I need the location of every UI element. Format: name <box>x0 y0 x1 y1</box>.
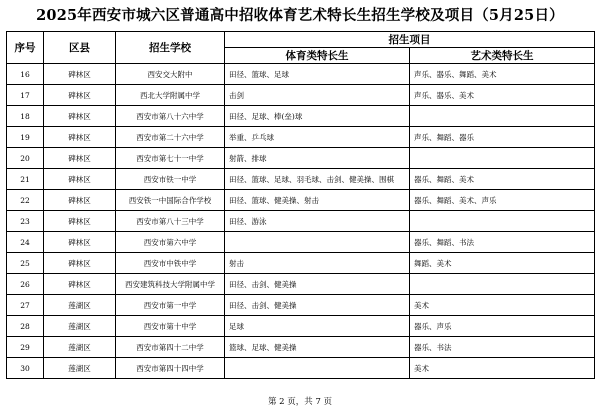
cell-district: 碑林区 <box>44 232 116 253</box>
cell-school: 西安交大附中 <box>116 64 225 85</box>
cell-seq: 27 <box>7 295 44 316</box>
cell-school: 西安市铁一中学 <box>116 169 225 190</box>
header-projects: 招生项目 <box>225 32 595 48</box>
cell-school: 西北大学附属中学 <box>116 85 225 106</box>
table-row <box>7 358 595 379</box>
header-arts: 艺术类特长生 <box>410 48 595 64</box>
cell-school: 西安铁一中国际合作学校 <box>116 190 225 211</box>
cell-sports: 射击 <box>225 253 410 274</box>
cell-district: 莲湖区 <box>44 358 116 379</box>
cell-seq: 25 <box>7 253 44 274</box>
table-row <box>7 169 595 190</box>
table-row <box>7 148 595 169</box>
cell-school: 西安市第六中学 <box>116 232 225 253</box>
cell-sports: 田径、篮球、足球 <box>225 64 410 85</box>
cell-arts: 器乐、舞蹈、书法 <box>410 232 595 253</box>
cell-sports <box>225 232 410 253</box>
cell-school: 西安市第四十四中学 <box>116 358 225 379</box>
cell-district: 碑林区 <box>44 211 116 232</box>
table-row <box>7 337 595 358</box>
table-row <box>7 253 595 274</box>
table-row <box>7 295 595 316</box>
cell-arts: 器乐、舞蹈、美术、声乐 <box>410 190 595 211</box>
cell-seq: 19 <box>7 127 44 148</box>
cell-sports: 足球 <box>225 316 410 337</box>
cell-arts <box>410 148 595 169</box>
cell-school: 西安市中铁中学 <box>116 253 225 274</box>
header-district: 区县 <box>44 32 116 64</box>
cell-district: 碑林区 <box>44 106 116 127</box>
cell-district: 碑林区 <box>44 127 116 148</box>
cell-arts <box>410 274 595 295</box>
cell-school: 西安市第一中学 <box>116 295 225 316</box>
cell-school: 西安市第十中学 <box>116 316 225 337</box>
header-school: 招生学校 <box>116 32 225 64</box>
cell-school: 西安市第八十三中学 <box>116 211 225 232</box>
cell-sports: 田径、篮球、足球、羽毛球、击剑、健美操、围棋 <box>225 169 410 190</box>
table-row <box>7 274 595 295</box>
cell-school: 西安市第四十二中学 <box>116 337 225 358</box>
cell-arts <box>410 106 595 127</box>
table-row <box>7 127 595 148</box>
cell-seq: 21 <box>7 169 44 190</box>
cell-sports: 田径、篮球、健美操、射击 <box>225 190 410 211</box>
cell-arts: 声乐、器乐、美术 <box>410 85 595 106</box>
cell-district: 碑林区 <box>44 148 116 169</box>
cell-sports: 田径、游泳 <box>225 211 410 232</box>
table-row <box>7 190 595 211</box>
cell-district: 莲湖区 <box>44 337 116 358</box>
cell-seq: 23 <box>7 211 44 232</box>
cell-district: 碑林区 <box>44 274 116 295</box>
cell-sports <box>225 358 410 379</box>
admissions-table <box>6 31 595 379</box>
cell-seq: 17 <box>7 85 44 106</box>
cell-seq: 30 <box>7 358 44 379</box>
cell-seq: 26 <box>7 274 44 295</box>
cell-seq: 16 <box>7 64 44 85</box>
cell-school: 西安市第七十一中学 <box>116 148 225 169</box>
cell-school: 西安市第八十六中学 <box>116 106 225 127</box>
cell-sports: 田径、击剑、健美操 <box>225 295 410 316</box>
cell-school: 西安市第二十六中学 <box>116 127 225 148</box>
header-seq: 序号 <box>7 32 44 64</box>
cell-arts: 声乐、器乐、舞蹈、美术 <box>410 64 595 85</box>
cell-sports: 举重、乒乓球 <box>225 127 410 148</box>
cell-arts: 器乐、舞蹈、美术 <box>410 169 595 190</box>
cell-arts <box>410 211 595 232</box>
cell-district: 莲湖区 <box>44 295 116 316</box>
cell-sports: 田径、足球、棒(垒)球 <box>225 106 410 127</box>
cell-seq: 18 <box>7 106 44 127</box>
cell-district: 碑林区 <box>44 85 116 106</box>
table-row <box>7 64 595 85</box>
page-footer: 第 2 页，共 7 页 <box>267 397 333 407</box>
cell-arts: 舞蹈、美术 <box>410 253 595 274</box>
table-row <box>7 232 595 253</box>
cell-arts: 美术 <box>410 295 595 316</box>
cell-district: 碑林区 <box>44 64 116 85</box>
cell-arts: 美术 <box>410 358 595 379</box>
table-row <box>7 85 595 106</box>
document-title: 2025年西安市城六区普通高中招收体育艺术特长生招生学校及项目（5月25日） <box>36 7 564 24</box>
cell-arts: 声乐、舞蹈、器乐 <box>410 127 595 148</box>
cell-school: 西安建筑科技大学附属中学 <box>116 274 225 295</box>
cell-arts: 器乐、声乐 <box>410 316 595 337</box>
cell-sports: 田径、击剑、健美操 <box>225 274 410 295</box>
cell-seq: 29 <box>7 337 44 358</box>
table-row <box>7 211 595 232</box>
cell-district: 莲湖区 <box>44 316 116 337</box>
cell-district: 碑林区 <box>44 253 116 274</box>
table-row <box>7 106 595 127</box>
cell-seq: 28 <box>7 316 44 337</box>
cell-arts: 器乐、书法 <box>410 337 595 358</box>
cell-seq: 24 <box>7 232 44 253</box>
cell-sports: 击剑 <box>225 85 410 106</box>
cell-district: 碑林区 <box>44 169 116 190</box>
cell-seq: 22 <box>7 190 44 211</box>
header-sports: 体育类特长生 <box>225 48 410 64</box>
cell-sports: 射箭、排球 <box>225 148 410 169</box>
table-row <box>7 316 595 337</box>
cell-sports: 篮球、足球、健美操 <box>225 337 410 358</box>
cell-district: 碑林区 <box>44 190 116 211</box>
cell-seq: 20 <box>7 148 44 169</box>
